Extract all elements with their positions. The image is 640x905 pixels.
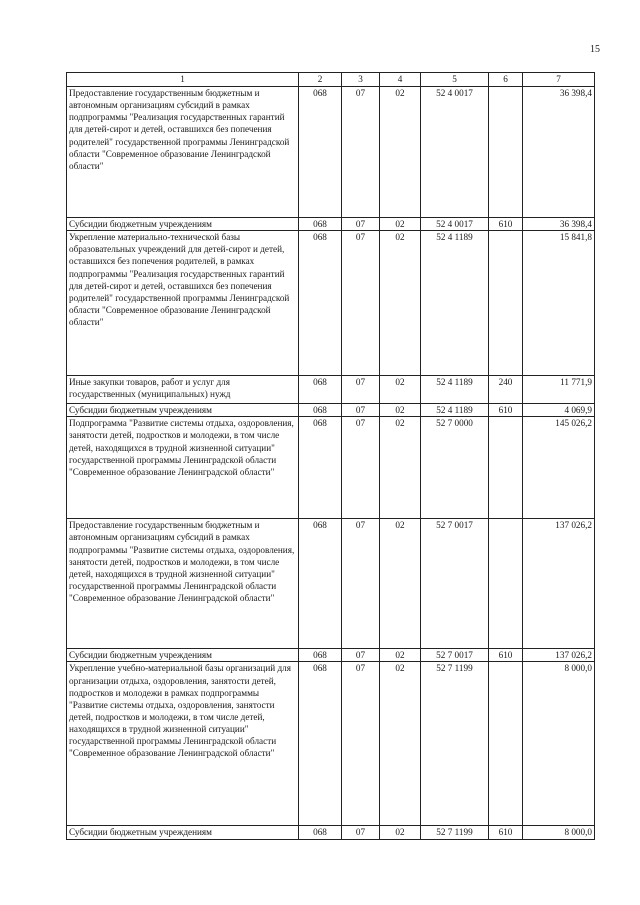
cell-admin-code: 068 xyxy=(299,231,342,376)
column-header: 7 xyxy=(523,73,595,87)
cell-expense-type: 610 xyxy=(489,826,523,839)
cell-subsection: 02 xyxy=(380,417,421,519)
row-name: Субсидии бюджетным учреждениям xyxy=(67,218,299,231)
cell-target-article: 52 7 0017 xyxy=(421,649,489,662)
cell-admin-code: 068 xyxy=(299,376,342,404)
table-row xyxy=(67,826,595,839)
column-header: 5 xyxy=(421,73,489,87)
cell-target-article: 52 4 1189 xyxy=(421,231,489,376)
column-header: 3 xyxy=(342,73,380,87)
cell-target-article: 52 4 0017 xyxy=(421,87,489,218)
table-row xyxy=(67,218,595,231)
cell-target-article: 52 7 0017 xyxy=(421,519,489,649)
cell-expense-type xyxy=(489,87,523,218)
column-header: 1 xyxy=(67,73,299,87)
cell-admin-code: 068 xyxy=(299,649,342,662)
cell-expense-type xyxy=(489,417,523,519)
table-row xyxy=(67,231,595,376)
cell-section: 07 xyxy=(342,826,380,839)
table-row xyxy=(67,404,595,417)
budget-table xyxy=(66,72,595,840)
cell-expense-type: 610 xyxy=(489,404,523,417)
table-row xyxy=(67,662,595,826)
cell-target-article: 52 4 0017 xyxy=(421,218,489,231)
cell-subsection: 02 xyxy=(380,404,421,417)
cell-target-article: 52 4 1189 xyxy=(421,376,489,404)
cell-section: 07 xyxy=(342,218,380,231)
cell-admin-code: 068 xyxy=(299,662,342,826)
cell-amount: 4 069,9 xyxy=(523,404,595,417)
cell-admin-code: 068 xyxy=(299,218,342,231)
cell-subsection: 02 xyxy=(380,231,421,376)
cell-target-article: 52 4 1189 xyxy=(421,404,489,417)
cell-amount: 145 026,2 xyxy=(523,417,595,519)
table-row xyxy=(67,417,595,519)
cell-expense-type: 240 xyxy=(489,376,523,404)
cell-amount: 137 026,2 xyxy=(523,649,595,662)
row-name: Предоставление государственным бюджетным и автономным организациям субсидий в рамках подпрограммы "Развитие системы отдыха, оздоровления, занятости детей, подростков и молодежи, в том числе детей, находящихся в трудной жизненной ситуации" государственной программы Ленинградской области "Современное образование Ленинградской области" xyxy=(67,519,299,649)
row-name: Укрепление учебно-материальной базы организаций для организации отдыха, оздоровления, занятости детей, подростков и молодежи в рамках подпрограммы "Развитие системы отдыха, оздоровления, занятости детей, подростков и молодежи, в том числе детей, находящихся в трудной жизненной ситуации" государственной программы Ленинградской области "Современное образование Ленинградской области" xyxy=(67,662,299,826)
cell-target-article: 52 7 1199 xyxy=(421,662,489,826)
cell-subsection: 02 xyxy=(380,218,421,231)
cell-amount: 11 771,9 xyxy=(523,376,595,404)
cell-subsection: 02 xyxy=(380,826,421,839)
cell-amount: 15 841,8 xyxy=(523,231,595,376)
cell-admin-code: 068 xyxy=(299,826,342,839)
page-number: 15 xyxy=(590,44,600,55)
cell-admin-code: 068 xyxy=(299,417,342,519)
cell-section: 07 xyxy=(342,519,380,649)
cell-admin-code: 068 xyxy=(299,87,342,218)
cell-subsection: 02 xyxy=(380,376,421,404)
column-number-row xyxy=(67,73,595,87)
row-name: Субсидии бюджетным учреждениям xyxy=(67,404,299,417)
cell-amount: 8 000,0 xyxy=(523,826,595,839)
cell-subsection: 02 xyxy=(380,87,421,218)
column-header: 2 xyxy=(299,73,342,87)
row-name: Субсидии бюджетным учреждениям xyxy=(67,826,299,839)
column-header: 6 xyxy=(489,73,523,87)
cell-section: 07 xyxy=(342,649,380,662)
cell-section: 07 xyxy=(342,231,380,376)
cell-section: 07 xyxy=(342,376,380,404)
cell-expense-type xyxy=(489,519,523,649)
cell-amount: 8 000,0 xyxy=(523,662,595,826)
cell-section: 07 xyxy=(342,417,380,519)
cell-admin-code: 068 xyxy=(299,519,342,649)
row-name: Субсидии бюджетным учреждениям xyxy=(67,649,299,662)
table-row xyxy=(67,87,595,218)
row-name: Предоставление государственным бюджетным и автономным организациям субсидий в рамках подпрограммы "Реализация государственных гарантий для детей-сирот и детей, оставшихся без попечения родителей" государственной программы Ленинградской области "Современное образование Ленинградской области" xyxy=(67,87,299,218)
cell-amount: 36 398,4 xyxy=(523,218,595,231)
row-name: Подпрограмма "Развитие системы отдыха, оздоровления, занятости детей, подростков и молодежи, в том числе детей, находящихся в трудной жизненной ситуации" государственной программы Ленинградской области "Современное образование Ленинградской области" xyxy=(67,417,299,519)
cell-section: 07 xyxy=(342,662,380,826)
cell-expense-type: 610 xyxy=(489,649,523,662)
cell-subsection: 02 xyxy=(380,662,421,826)
cell-subsection: 02 xyxy=(380,649,421,662)
cell-admin-code: 068 xyxy=(299,404,342,417)
cell-section: 07 xyxy=(342,404,380,417)
cell-expense-type: 610 xyxy=(489,218,523,231)
row-name: Укрепление материально-технической базы образовательных учреждений для детей-сирот и детей, оставшихся без попечения родителей, в рамках подпрограммы "Реализация государственных гарантий для детей-сирот и детей, оставшихся без попечения родителей" государственной программы Ленинградской области "Современное образование Ленинградской области" xyxy=(67,231,299,376)
cell-section: 07 xyxy=(342,87,380,218)
cell-target-article: 52 7 1199 xyxy=(421,826,489,839)
row-name: Иные закупки товаров, работ и услуг для государственных (муниципальных) нужд xyxy=(67,376,299,404)
table-row xyxy=(67,649,595,662)
cell-subsection: 02 xyxy=(380,519,421,649)
column-header: 4 xyxy=(380,73,421,87)
cell-target-article: 52 7 0000 xyxy=(421,417,489,519)
table-row xyxy=(67,376,595,404)
cell-expense-type xyxy=(489,662,523,826)
cell-expense-type xyxy=(489,231,523,376)
table-row xyxy=(67,519,595,649)
cell-amount: 36 398,4 xyxy=(523,87,595,218)
cell-amount: 137 026,2 xyxy=(523,519,595,649)
